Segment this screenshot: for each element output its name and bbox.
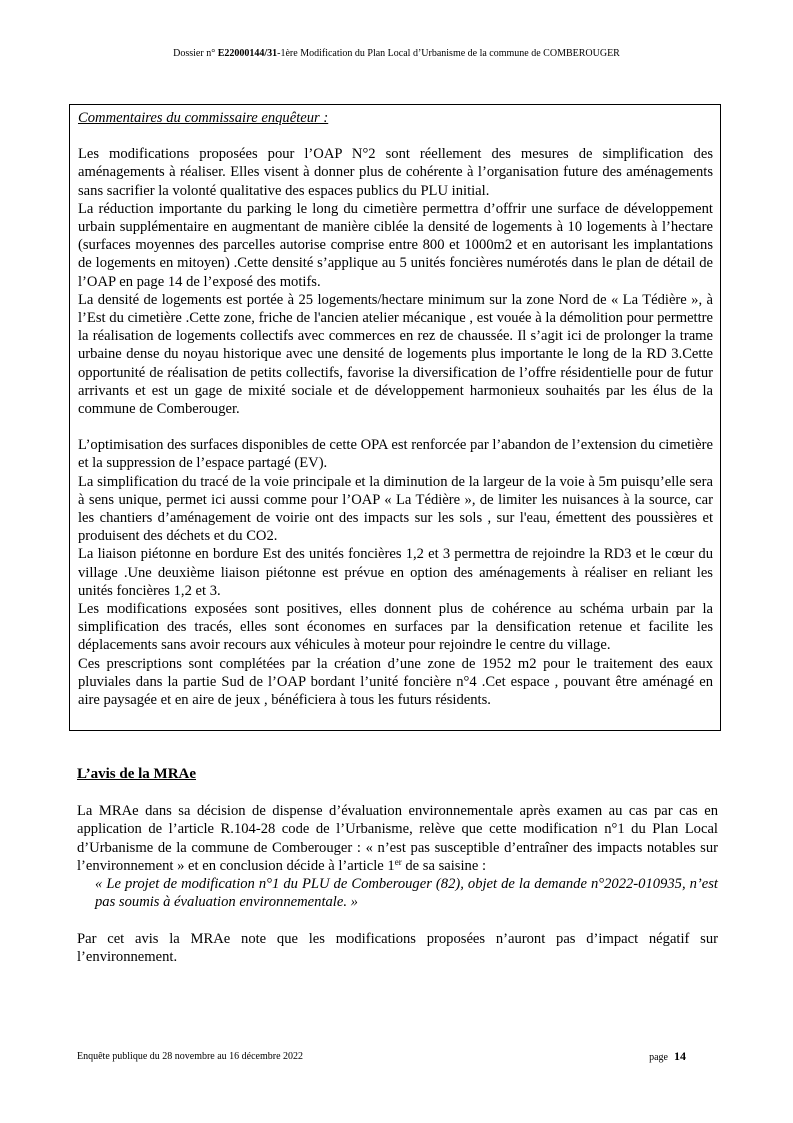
mrae-section <box>77 765 718 966</box>
mrae-intro-end: de sa saisine : <box>401 857 487 874</box>
mrae-conclusion: Par cet avis la MRAe note que les modifications proposées n’auront pas d’impact négatif sur l’environnement. <box>77 930 718 966</box>
comment-paragraph: L’optimisation des surfaces disponibles de cette OPA est renforcée par l’abandon de l’extension du cimetière et la suppression de l’espace partagé (EV). <box>78 437 713 472</box>
mrae-quote: « Le projet de modification n°1 du PLU de Comberouger (82), objet de la demande n°2022-010935, n’est pas soumis à évaluation environnementale. » <box>95 876 718 911</box>
footer-page <box>649 1050 686 1064</box>
comment-paragraph: Ces prescriptions sont complétées par la création d’une zone de 1952 m2 pour le traitement des eaux pluviales dans la partie Sud de l’OAP bordant l’unité foncière n°4 .Cet espace , pouvant être aménagé en aire paysagée et en aire de jeux , bénéficiera à tous les futurs résidents. <box>78 655 713 709</box>
mrae-intro <box>77 802 718 875</box>
page-number: 14 <box>674 1049 686 1063</box>
header-prefix: Dossier n° <box>173 48 218 59</box>
comments-title: Commentaires du commissaire enquêteur : <box>78 110 329 126</box>
ordinal-superscript: er <box>394 856 402 867</box>
comment-paragraph: La réduction importante du parking le long du cimetière permettra d’offrir une surface de développement urbain supplémentaire en augmentant de manière ciblée la densité de logements à 10 logements à l’hectare (surfaces moyennes des parcelles autorise comprise entre 800 et 1000m2 et en autorisant les implantations de logements en mitoyen) .Cette densité s’applique au 5 unités foncières numérotés dans le plan de détail de l’OAP en page 14 de l’exposé des motifs. <box>78 200 713 290</box>
comment-paragraph: La densité de logements est portée à 25 logements/hectare minimum sur la zone Nord de « La Tédière », à l’Est du cimetière .Cette zone, friche de l'ancien atelier mécanique , est vouée à la démolition pour permettre la réalisation de logements collectifs avec commerces en rez de chaussée. Il s’agit ici de prolonger la trame urbaine dense du noyau historique avec une densité de logements plus importante le long de la RD 3.Cette opportunité de réalisation de petits collectifs, favorise la diversification de l’offre résidentielle pour de futur arrivants et est un gage de mixité sociale et de développement harmonieux souhaités par les élus de la commune de Comberouger. <box>78 291 713 418</box>
mrae-heading: L’avis de la MRAe <box>77 766 197 782</box>
comment-paragraph: Les modifications exposées sont positives, elles donnent plus de cohérence au schéma urbain par la simplification des tracés, elles sont économes en surfaces par la densification retenue et facilite les déplacements sans avoir recours aux véhicules à moteur pour rejoindre le centre du village. <box>78 601 713 654</box>
page-label: page <box>649 1052 668 1063</box>
comment-paragraph: La liaison piétonne en bordure Est des unités foncières 1,2 et 3 permettra de rejoindre la RD3 et le cœur du village .Une deuxième liaison piétonne est prévue en option des aménagements à réaliser en reliant les unités foncières 1,2 et 3. <box>78 546 713 599</box>
mrae-intro-text: La MRAe dans sa décision de dispense d’évaluation environnementale après examen au cas par cas en application de l’article R.104-28 code de l’Urbanisme, relève que cette modification n°1 du Plan Local d’Urbanisme de la commune de Comberouger : « n’est pas susceptible d’entraîner des impacts notables sur l’environnement » et en conclusion décide à l’article 1 <box>77 803 718 874</box>
page-header <box>0 47 793 60</box>
comment-paragraph: La simplification du tracé de la voie principale et la diminution de la largeur de la voie à 5m puisqu’elle sera à sens unique, permet ici aussi comme pour l’OAP « La Tédière », de limiter les nuisances à la source, car les chantiers d’aménagement de voirie ont des impacts sur les sols , sur l'eau, émettent des poussières et produisent des déchets et du CO2. <box>78 473 713 545</box>
commissioner-comments-box <box>69 104 721 731</box>
dossier-number: E22000144/31 <box>217 48 278 59</box>
footer-inquiry-dates: Enquête publique du 28 novembre au 16 décembre 2022 <box>77 1051 304 1062</box>
header-suffix: -1ère Modification du Plan Local d’Urbanisme de la commune de COMBEROUGER <box>277 48 620 59</box>
comment-paragraph: Les modifications proposées pour l’OAP N°2 sont réellement des mesures de simplification des aménagements à réaliser. Elles visent à donner plus de cohérente à l’organisation future des aménagements sans sacrifier la volonté qualitative des espaces publics du PLU initial. <box>78 146 713 199</box>
